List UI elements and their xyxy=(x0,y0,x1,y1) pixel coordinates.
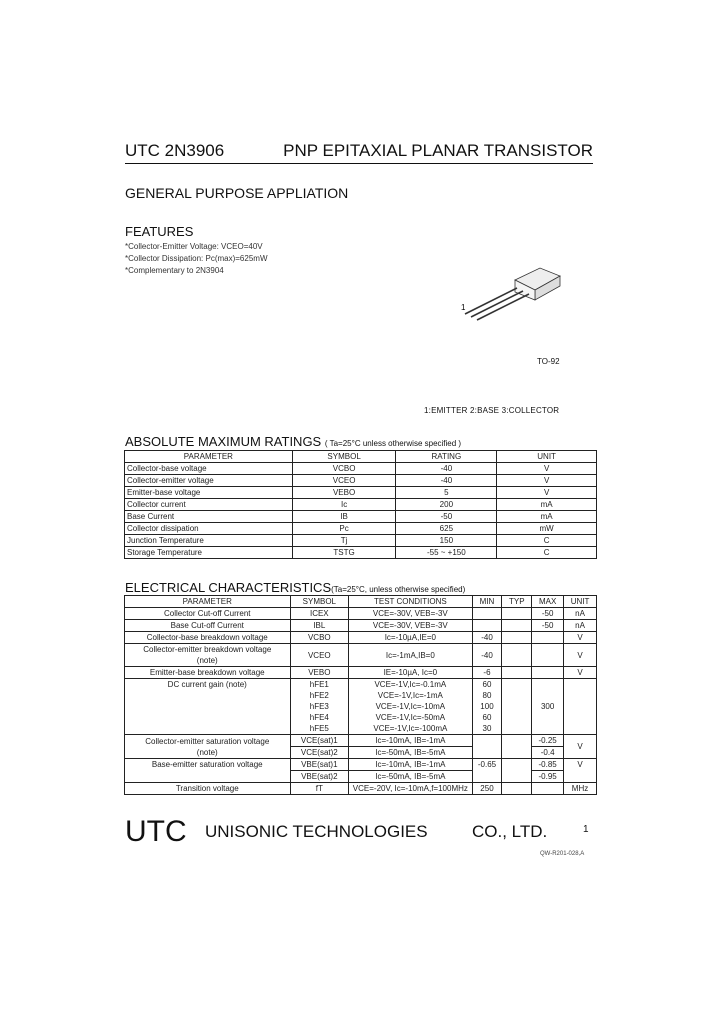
table-cell xyxy=(502,679,532,735)
table-cell: hFE4 xyxy=(290,712,349,723)
table-cell: -55 ~ +150 xyxy=(396,547,497,559)
ec-heading xyxy=(125,580,465,595)
footer-company-suffix: CO., LTD. xyxy=(472,822,548,841)
ec-title: ELECTRICAL CHARACTERISTICS xyxy=(125,580,332,595)
table-cell: Collector Cut-off Current xyxy=(125,608,291,620)
param-line: (note) xyxy=(196,747,218,757)
table-cell: Ic=-10mA, IB=-1mA xyxy=(349,759,472,771)
table-cell xyxy=(532,644,564,667)
table-row xyxy=(125,735,597,747)
feature-item: *Complementary to 2N3904 xyxy=(125,266,224,275)
table-cell: Collector-base breakdown voltage xyxy=(125,632,291,644)
table-cell: Emitter-base breakdown voltage xyxy=(125,667,291,679)
table-cell: VEBO xyxy=(290,667,349,679)
table-cell: -50 xyxy=(532,608,564,620)
table-cell: VCE=-20V, Ic=-10mA,f=100MHz xyxy=(349,783,472,795)
table-cell: VBE(sat)2 xyxy=(290,771,349,783)
param-line: Collector-emitter breakdown voltage xyxy=(143,645,272,654)
table-cell: Ic=-50mA, IB=-5mA xyxy=(349,771,472,783)
table-cell: Collector current xyxy=(125,499,293,511)
table-cell: V xyxy=(564,632,597,644)
table-row xyxy=(125,759,597,771)
table-row xyxy=(125,487,597,499)
amr-heading xyxy=(125,434,461,449)
table-cell xyxy=(502,667,532,679)
table-cell: V xyxy=(564,667,597,679)
table-row xyxy=(125,499,597,511)
table-row xyxy=(125,632,597,644)
table-cell: -0.95 xyxy=(532,771,564,783)
table-header-cell: TYP xyxy=(502,596,532,608)
table-cell: Collector-base voltage xyxy=(125,463,293,475)
table-cell xyxy=(502,783,532,795)
table-header-cell: SYMBOL xyxy=(290,596,349,608)
table-cell: hFE5 xyxy=(290,723,349,735)
pin-assignment: 1:EMITTER 2:BASE 3:COLLECTOR xyxy=(424,406,560,415)
table-cell: IBL xyxy=(290,620,349,632)
table-cell: V xyxy=(497,475,597,487)
table-cell: DC current gain (note) xyxy=(125,679,291,735)
table-row xyxy=(125,644,597,667)
footer-company: UNISONIC TECHNOLOGIES xyxy=(205,822,428,841)
table-row xyxy=(125,608,597,620)
table-cell: V xyxy=(564,735,597,759)
table-cell: fT xyxy=(290,783,349,795)
pin-one-label: 1 xyxy=(461,303,466,312)
table-cell: -0.25 xyxy=(532,735,564,747)
table-cell: -0.4 xyxy=(532,747,564,759)
table-cell: ICEX xyxy=(290,608,349,620)
table-cell: Storage Temperature xyxy=(125,547,293,559)
table-cell: nA xyxy=(564,608,597,620)
table-cell: Ic=-10mA, IB=-1mA xyxy=(349,735,472,747)
table-cell: 60 xyxy=(472,679,502,691)
table-row xyxy=(125,463,597,475)
feature-item: *Collector Dissipation: Pc(max)=625mW xyxy=(125,254,268,263)
table-cell: 150 xyxy=(396,535,497,547)
table-cell: VCEO xyxy=(290,644,349,667)
table-cell: -50 xyxy=(396,511,497,523)
table-cell: V xyxy=(497,487,597,499)
table-cell: hFE3 xyxy=(290,701,349,712)
table-cell: Base Current xyxy=(125,511,293,523)
table-cell: IB xyxy=(292,511,396,523)
table-cell: C xyxy=(497,535,597,547)
table-cell xyxy=(532,632,564,644)
amr-title: ABSOLUTE MAXIMUM RATINGS xyxy=(125,434,322,449)
table-cell: VCE=-1V,Ic=-1mA xyxy=(349,690,472,701)
table-cell xyxy=(564,679,597,735)
table-cell xyxy=(472,735,502,759)
table-cell: VCBO xyxy=(290,632,349,644)
doc-number: QW-R201-028,A xyxy=(540,851,585,857)
table-header-row xyxy=(125,596,597,608)
param-line: (note) xyxy=(196,656,218,665)
table-header-cell: UNIT xyxy=(564,596,597,608)
table-cell: mA xyxy=(497,511,597,523)
table-row xyxy=(125,667,597,679)
table-cell: 625 xyxy=(396,523,497,535)
table-cell: V xyxy=(564,644,597,667)
table-cell: -40 xyxy=(472,644,502,667)
table-cell: Ic=-1mA,IB=0 xyxy=(349,644,472,667)
table-header-row xyxy=(125,451,597,463)
table-cell xyxy=(502,735,532,759)
table-cell xyxy=(532,783,564,795)
page-number: 1 xyxy=(583,824,589,835)
table-cell: Transition voltage xyxy=(125,783,291,795)
amr-note: ( Ta=25°C unless otherwise specified ) xyxy=(324,439,462,448)
table-cell: mA xyxy=(497,499,597,511)
table-cell: VCEO xyxy=(292,475,396,487)
table-cell xyxy=(502,644,532,667)
table-cell: hFE1 xyxy=(290,679,349,691)
table-cell: Junction Temperature xyxy=(125,535,293,547)
ec-table xyxy=(124,595,597,795)
table-cell: hFE2 xyxy=(290,690,349,701)
table-header-cell: RATING xyxy=(396,451,497,463)
table-cell: Collector dissipation xyxy=(125,523,293,535)
table-cell: C xyxy=(497,547,597,559)
table-cell: IE=-10µA, Ic=0 xyxy=(349,667,472,679)
footer-brand: UTC xyxy=(125,815,187,848)
table-cell: VCE=-1V,Ic=-0.1mA xyxy=(349,679,472,691)
table-cell: MHz xyxy=(564,783,597,795)
table-header-cell: PARAMETER xyxy=(125,451,293,463)
features-heading: FEATURES xyxy=(125,224,194,239)
table-cell: -6 xyxy=(472,667,502,679)
table-header-cell: MIN xyxy=(472,596,502,608)
table-row xyxy=(125,620,597,632)
table-cell: Base Cut-off Current xyxy=(125,620,291,632)
ec-note: (Ta=25°C, unless otherwise specified) xyxy=(331,585,466,594)
table-row xyxy=(125,547,597,559)
table-cell: VCE=-1V,Ic=-50mA xyxy=(349,712,472,723)
table-cell: Tj xyxy=(292,535,396,547)
table-cell: VCE=-30V, VEB=-3V xyxy=(349,620,472,632)
table-cell: Emitter-base voltage xyxy=(125,487,293,499)
table-cell: VEBO xyxy=(292,487,396,499)
table-row xyxy=(125,535,597,547)
table-cell: Ic=-50mA, IB=-5mA xyxy=(349,747,472,759)
table-cell xyxy=(502,759,532,783)
table-header-cell: MAX xyxy=(532,596,564,608)
table-cell: 80 xyxy=(472,690,502,701)
table-cell: Ic xyxy=(292,499,396,511)
table-cell: -40 xyxy=(396,463,497,475)
amr-table xyxy=(124,450,597,559)
table-row xyxy=(125,523,597,535)
table-cell: -40 xyxy=(472,632,502,644)
table-cell: VCBO xyxy=(292,463,396,475)
part-description: PNP EPITAXIAL PLANAR TRANSISTOR xyxy=(283,141,593,160)
package-name: TO-92 xyxy=(537,357,560,366)
table-cell: nA xyxy=(564,620,597,632)
feature-item: *Collector-Emitter Voltage: VCEO=40V xyxy=(125,242,263,251)
table-cell: VCE(sat)1 xyxy=(290,735,349,747)
title-row xyxy=(125,141,593,164)
table-row xyxy=(125,475,597,487)
table-cell: V xyxy=(564,759,597,783)
table-cell: 30 xyxy=(472,723,502,735)
table-cell: VBE(sat)1 xyxy=(290,759,349,771)
table-row xyxy=(125,679,597,691)
table-cell xyxy=(532,667,564,679)
table-cell: VCE(sat)2 xyxy=(290,747,349,759)
table-cell: Base-emitter saturation voltage xyxy=(125,759,291,783)
table-cell: VCE=-1V,Ic=-100mA xyxy=(349,723,472,735)
table-cell: 60 xyxy=(472,712,502,723)
table-header-cell: UNIT xyxy=(497,451,597,463)
table-cell: mW xyxy=(497,523,597,535)
table-cell: VCE=-1V,Ic=-10mA xyxy=(349,701,472,712)
table-cell: -40 xyxy=(396,475,497,487)
table-cell xyxy=(472,608,502,620)
table-row xyxy=(125,783,597,795)
table-cell: 200 xyxy=(396,499,497,511)
table-cell: 5 xyxy=(396,487,497,499)
to92-package-image xyxy=(455,262,565,322)
table-cell: 100 xyxy=(472,701,502,712)
part-number: UTC 2N3906 xyxy=(125,141,225,160)
table-cell xyxy=(502,608,532,620)
table-row xyxy=(125,511,597,523)
table-cell xyxy=(472,620,502,632)
table-header-cell: PARAMETER xyxy=(125,596,291,608)
table-cell xyxy=(502,620,532,632)
subtitle: GENERAL PURPOSE APPLIATION xyxy=(125,185,349,201)
table-cell xyxy=(125,735,291,759)
table-cell: TSTG xyxy=(292,547,396,559)
table-header-cell: TEST CONDITIONS xyxy=(349,596,472,608)
table-cell: VCE=-30V, VEB=-3V xyxy=(349,608,472,620)
table-cell: -0.65 xyxy=(472,759,502,783)
table-cell xyxy=(125,644,291,667)
table-cell: Pc xyxy=(292,523,396,535)
table-cell: 300 xyxy=(532,679,564,735)
table-cell xyxy=(502,632,532,644)
table-cell: -0.85 xyxy=(532,759,564,771)
table-cell: 250 xyxy=(472,783,502,795)
table-header-cell: SYMBOL xyxy=(292,451,396,463)
table-cell: Ic=-10µA,IE=0 xyxy=(349,632,472,644)
table-cell: Collector-emitter voltage xyxy=(125,475,293,487)
table-cell: -50 xyxy=(532,620,564,632)
param-line: Collector-emitter saturation voltage xyxy=(145,736,270,746)
table-cell: V xyxy=(497,463,597,475)
